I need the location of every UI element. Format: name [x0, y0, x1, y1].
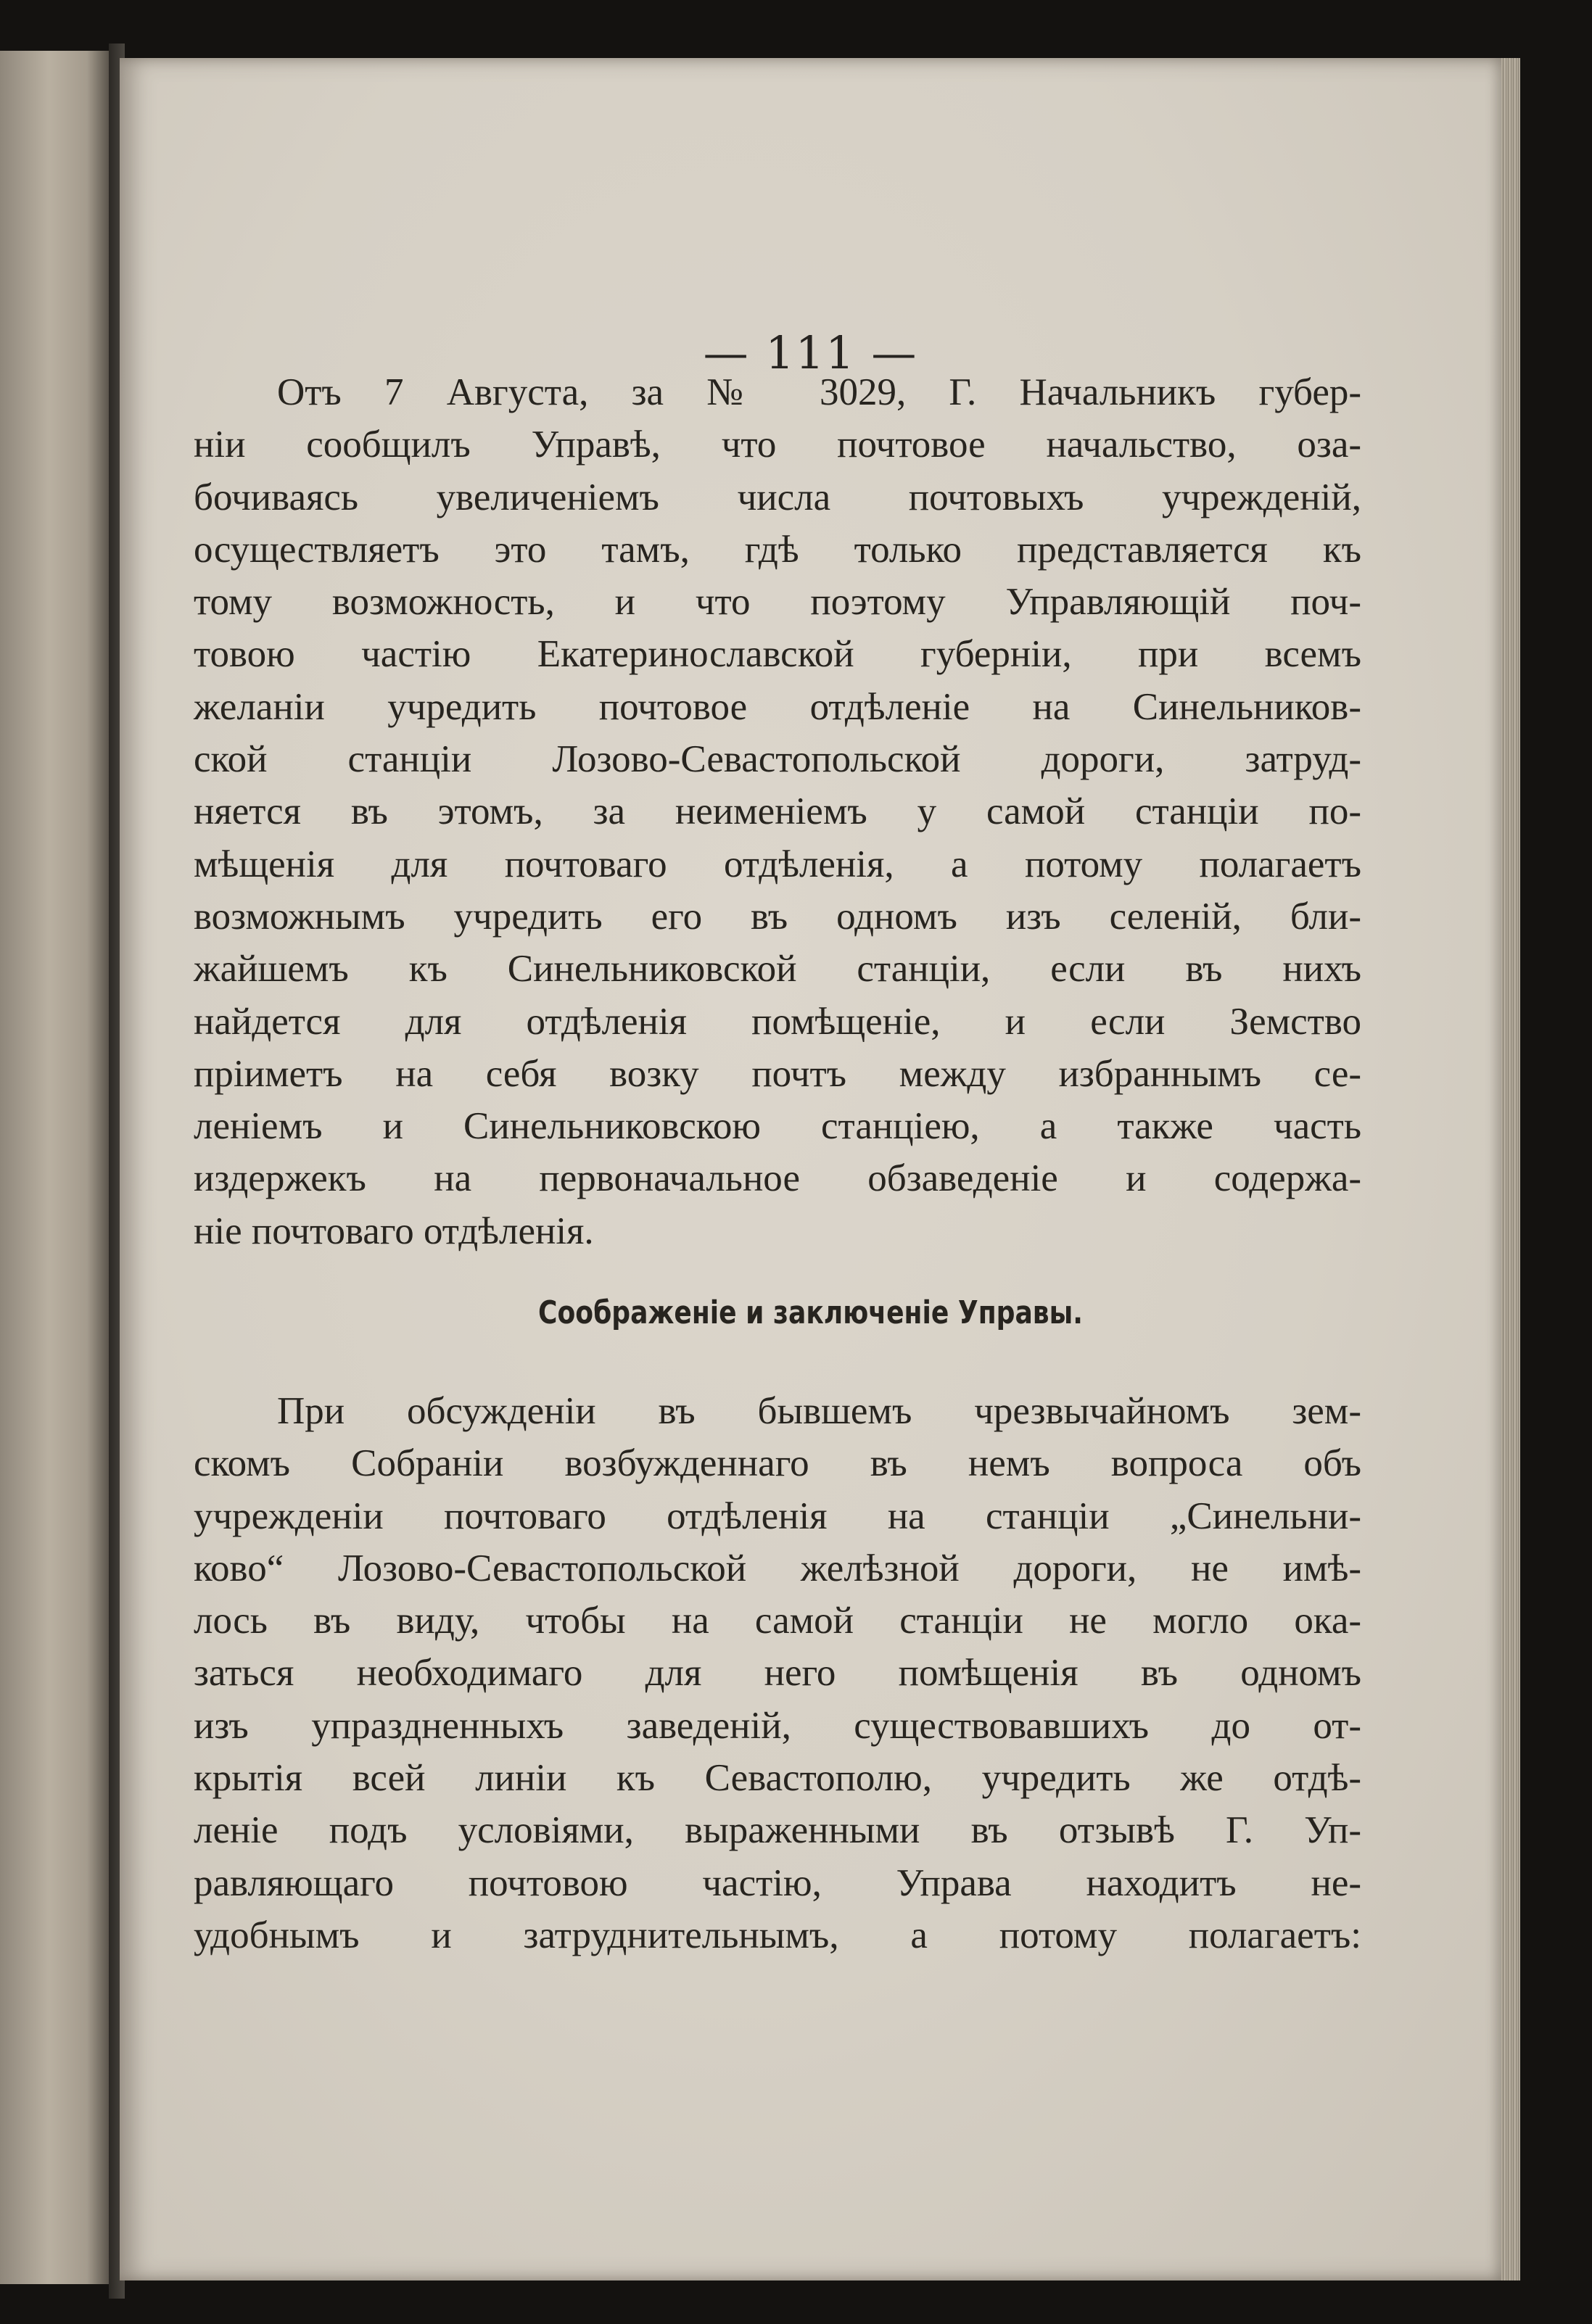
text-line: желаніи учредить почтовое отдѣленіе на Синельников- [194, 685, 1361, 728]
text-line: равляющаго почтовою частію, Управа находитъ не- [194, 1861, 1361, 1904]
text-line: бочиваясь увеличеніемъ числа почтовыхъ учрежденій, [194, 476, 1361, 518]
text-line: леніемъ и Синельниковскою станціею, а также часть [194, 1105, 1361, 1148]
page-number: — 111 — [703, 326, 918, 379]
section-heading: Соображеніе и заключеніе Управы. [538, 1294, 1083, 1331]
text-line: издержекъ на первоначальное обзаведеніе и содержа- [194, 1157, 1361, 1200]
text-line: При обсужденіи въ бывшемъ чрезвычайномъ зем- [277, 1390, 1361, 1432]
text-line: товою частію Екатеринославской губерніи, при всемъ [194, 633, 1361, 676]
text-line: мѣщенія для почтоваго отдѣленія, а потому полагаетъ [194, 843, 1361, 885]
left-page-edge [0, 51, 109, 2284]
text-line: скомъ Собраніи возбужденнаго въ немъ вопроса объ [194, 1442, 1361, 1485]
text-line: ково“ Лозово-Севастопольской желѣзной дороги, не имѣ- [194, 1547, 1361, 1589]
text-line: няется въ этомъ, за неименіемъ у самой станціи по- [194, 790, 1361, 833]
text-line: удобнымъ и затруднительнымъ, а потому полагаетъ: [194, 1914, 1361, 1956]
text-line: ніи сообщилъ Управѣ, что почтовое начальство, оза- [194, 423, 1361, 466]
text-line: возможнымъ учредить его въ одномъ изъ селеній, бли- [194, 895, 1361, 938]
text-line: жайшемъ къ Синельниковской станціи, если въ нихъ [194, 948, 1361, 991]
text-line: леніе подъ условіями, выраженными въ отзывѣ Г. Уп- [194, 1809, 1361, 1852]
text-line: лось въ виду, чтобы на самой станціи не могло ока- [194, 1600, 1361, 1642]
text-line: пріиметъ на себя возку почтъ между избраннымъ се- [194, 1052, 1361, 1095]
text-line: крытія всей линіи къ Севастополю, учредить же отдѣ- [194, 1757, 1361, 1800]
paragraph-1 [194, 366, 1361, 1257]
text-line: ніе почтоваго отдѣленія. [194, 1209, 594, 1252]
text-line: изъ упраздненныхъ заведеній, существовавшихъ до от- [194, 1704, 1361, 1747]
page-stack-edge [1501, 58, 1520, 2280]
paragraph-2 [194, 1385, 1361, 1961]
text-line: найдется для отдѣленія помѣщеніе, и если Земство [194, 1000, 1361, 1043]
text-line: ской станціи Лозово-Севастопольской дороги, затруд- [194, 738, 1361, 781]
text-line: заться необходимаго для него помѣщенія въ одномъ [194, 1652, 1361, 1695]
text-line: Отъ 7 Августа, за № 3029, Г. Начальникъ губер- [277, 371, 1361, 413]
book-page [120, 58, 1501, 2280]
text-line: тому возможность, и что поэтому Управляющій поч- [194, 581, 1361, 624]
text-line: учрежденіи почтоваго отдѣленія на станціи „Синельни- [194, 1494, 1361, 1537]
text-line: осуществляетъ это тамъ, гдѣ только представляется къ [194, 528, 1361, 571]
